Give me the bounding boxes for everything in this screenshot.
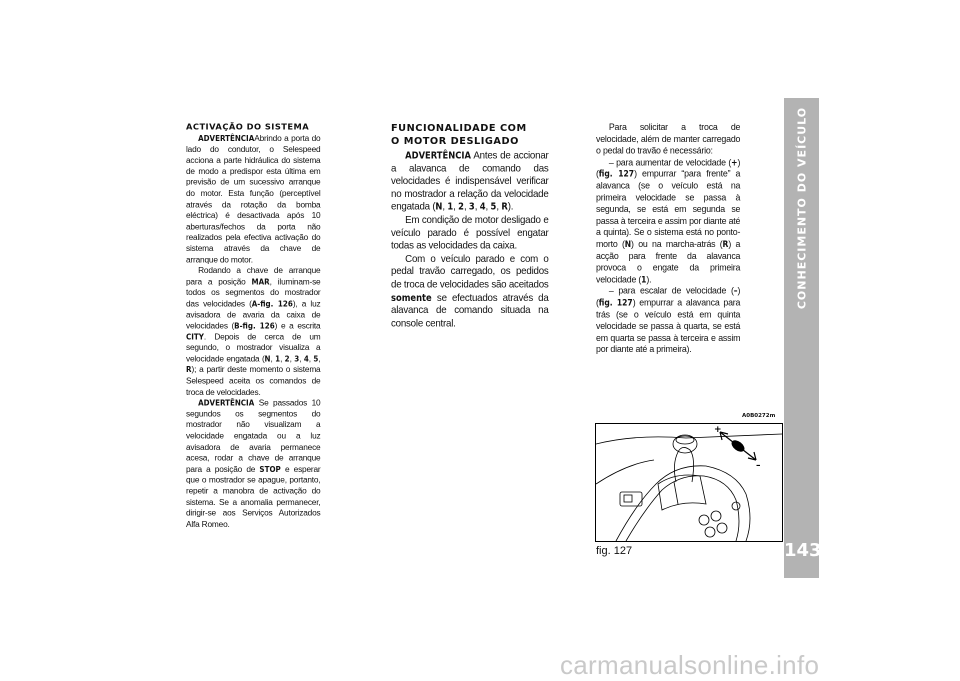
bold-run: A-fig. 126 (251, 299, 293, 309)
text-run: , (318, 354, 321, 364)
section-title-vertical: CONHECIMENTO DO VEÍCULO (795, 106, 808, 310)
bold-run: 1 (275, 354, 281, 364)
text-run: . Depois de cerca de um segundo, o mostrador visualiza a velocidade engatada ( (186, 332, 321, 364)
bold-run: R (186, 365, 192, 375)
text-run: Com o veículo parado e com o pedal travão carregado, os pedidos de troca de velocidades são aceitados (391, 253, 549, 291)
bold-run: 3 (294, 354, 300, 364)
text-run: ) empurrar “para frente” a alavanca (se o veículo está na primeira velocidade se passa à segunda, se está em segunda se passa à terceira e assim por diante até a quinta). Se o sistema está no ponto-morto ( (596, 169, 741, 250)
bold-run: 3 (468, 201, 475, 213)
bold-run: ADVERTÊNCIA (198, 398, 255, 408)
text-run: ). (507, 201, 514, 213)
text-run: , (463, 201, 469, 213)
text-run: ) ( (596, 157, 741, 180)
bold-run: 1 (641, 274, 647, 285)
plus-symbol: + (714, 425, 722, 435)
text-run: ) ou na marcha-atrás ( (631, 239, 723, 250)
text-run: Abrindo a porta do lado do condutor, o Selespeed acciona a parte hidráulica do sistema de modo a predispor esta última em previsão de um sucessivo arranque do motor. Esta função (perceptível através da rotação da bomba eléctrica) é desactivada após 10 aberturas/fechos da porta não realizados pela efectiva activação do sistema através da chave de arranque do motor. (186, 134, 321, 265)
bold-run: 5 (490, 201, 497, 213)
paragraph (391, 253, 549, 331)
bold-run: 2 (458, 201, 464, 213)
text-run: ). (646, 274, 652, 285)
bold-run: MAR (251, 277, 270, 287)
text-run: Rodando a chave de arranque para a posição (186, 266, 321, 287)
text-run: , (453, 201, 459, 213)
text-run: ); a partir deste momento o sistema Selespeed aceita os comandos de troca de velocidades. (186, 365, 321, 397)
text-run: ), a luz avisadora de avaria da caixa de velocidades ( (186, 299, 321, 331)
paragraph (596, 122, 740, 157)
page-number: 143 (784, 540, 822, 561)
gear-console-drawing (596, 424, 782, 541)
column-1 (186, 122, 320, 530)
text-run: – para aumentar de velocidade ( (608, 157, 732, 168)
bold-run: fig. 127 (598, 169, 635, 180)
bold-run: – (733, 286, 738, 297)
heading-funcionalidade-line-2: O MOTOR DESLIGADO (391, 135, 519, 147)
figure-caption: fig. 127 (596, 545, 633, 557)
bold-run: fig. 127 (598, 298, 633, 308)
text-run: , (474, 201, 480, 213)
bold-run: somente (391, 292, 432, 304)
text-run: Para solicitar a troca de velocidade, além de manter carregado o pedal do travão é necessário: (596, 122, 741, 156)
paragraph (186, 266, 320, 398)
bold-run: 1 (447, 201, 454, 213)
bold-run: STOP (259, 464, 281, 474)
bold-run: ADVERTÊNCIA (198, 134, 255, 144)
text-run: , (442, 201, 448, 213)
column-2 (391, 122, 549, 330)
text-run: ) empurrar a alavanca para trás (se o veículo está em quinta velocidade se passa à quarta, se está em quarta se passa à terceira e assim por diante até a primeira). (596, 298, 741, 355)
watermark: carmanualsonline.info (560, 650, 820, 680)
bold-run: CITY (186, 332, 204, 342)
paragraph (391, 149, 549, 214)
bold-run: 2 (284, 354, 290, 364)
text-run: ) a acção para frente da alavanca provoca o engate da primeira velocidade ( (596, 239, 741, 285)
text-run: , (280, 354, 285, 364)
bold-run: B-fig. 126 (234, 321, 275, 331)
text-run: , (308, 354, 314, 364)
heading-activacao: ACTIVAÇÃO DO SISTEMA (186, 122, 310, 132)
bold-run: N (264, 354, 271, 364)
paragraph (186, 133, 320, 265)
text-run: Antes de accionar a alavanca de comando das velocidades é indispensável verificar no mostrador a relação da velocidade engatada ( (391, 150, 549, 213)
minus-symbol: – (756, 461, 761, 471)
text-run: , iluminam-se todos os segmentos do mostrador das velocidades ( (186, 277, 321, 309)
text-run: , (289, 354, 295, 364)
bold-run: ADVERTÊNCIA (405, 150, 471, 161)
text-run: e esperar que o mostrador se apague, portanto, repetir a manobra de activação do sistema. Se a anomalia permanecer, dirigir-se aos Serviços Autorizados Alfa Romeo. (186, 464, 321, 530)
bold-run: 5 (313, 354, 319, 364)
bold-run: + (731, 157, 738, 168)
bold-run: 4 (479, 201, 486, 213)
text-run: – para escalar de velocidade ( (608, 286, 734, 297)
figure-127-gear-lever-illustration (595, 423, 783, 542)
bold-run: R (722, 239, 729, 250)
text-run: , (270, 354, 276, 364)
figure-code: A0B0272m (742, 413, 776, 419)
text-run: ) e a escrita (274, 321, 321, 331)
paragraph (596, 157, 740, 286)
bold-run: N (624, 239, 632, 250)
text-run: , (299, 354, 304, 364)
column-3 (596, 122, 740, 356)
bold-run: R (501, 201, 508, 213)
bold-run: N (435, 201, 443, 213)
text-run: Em condição de motor desligado e veículo parado é possível engatar todas as velocidades da caixa. (391, 214, 549, 252)
text-run: , (496, 201, 502, 213)
paragraph (186, 398, 320, 530)
text-run: se efectuados através da alavanca de comando situada na console central. (391, 292, 549, 329)
heading-funcionalidade-line-1: FUNCIONALIDADE COM (391, 122, 527, 134)
paragraph (596, 286, 740, 356)
text-run: ) ( (596, 286, 741, 308)
bold-run: 4 (303, 354, 309, 364)
paragraph (391, 214, 549, 253)
text-run: , (485, 201, 491, 213)
text-run: Se passados 10 segundos os segmentos do mostrador não visualizam a velocidade engatada ou a luz avisadora de avaria permanece acesa, rodar a chave de arranque para a posição de (186, 398, 321, 474)
